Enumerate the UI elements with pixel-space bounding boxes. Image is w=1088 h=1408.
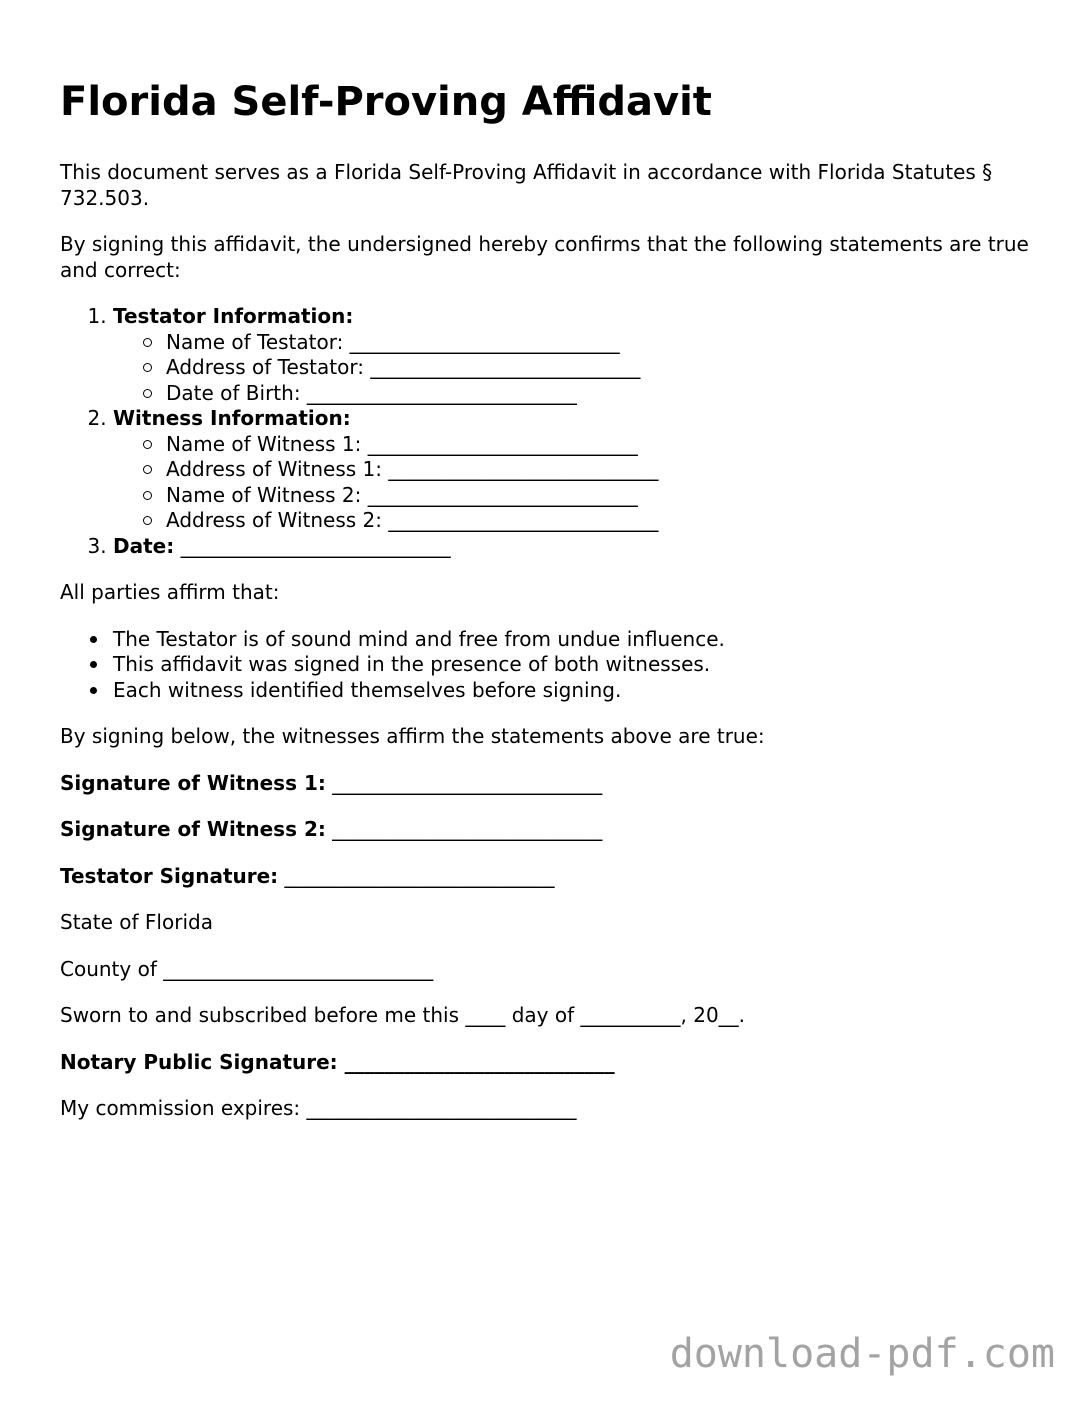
testator-address-field: Address of Testator: ___________________________	[143, 355, 1030, 381]
witness2-address-field: Address of Witness 2: ___________________________	[143, 508, 1030, 534]
date-heading: Date:	[113, 533, 175, 558]
affirmation-item: Each witness identified themselves before signing.	[113, 678, 1030, 704]
affirm-intro: All parties affirm that:	[60, 580, 280, 604]
testator-signature-blank: ___________________________	[278, 863, 555, 888]
witness-section	[113, 406, 1030, 534]
date-section	[113, 534, 1030, 560]
witness1-address-field: Address of Witness 1: ___________________________	[143, 457, 1030, 483]
testator-signature-line	[60, 864, 1030, 890]
information-list	[60, 304, 1030, 559]
witness-heading: Witness Information:	[113, 406, 351, 430]
confirm-paragraph: By signing this affidavit, the undersigned hereby confirms that the following statements are true and correct:	[60, 232, 1029, 282]
testator-dob-field: Date of Birth: ___________________________	[143, 381, 1030, 407]
witness1-signature-line	[60, 771, 1030, 797]
county-line: County of ___________________________	[60, 956, 434, 981]
date-blank: ___________________________	[174, 533, 451, 558]
witness-statement: By signing below, the witnesses affirm the statements above are true:	[60, 724, 765, 748]
affirmation-item: The Testator is of sound mind and free from undue influence.	[113, 627, 1030, 653]
document-title: Florida Self-Proving Affidavit	[60, 79, 712, 125]
witness1-signature-label: Signature of Witness 1:	[60, 770, 326, 795]
intro-paragraph: This document serves as a Florida Self-Proving Affidavit in accordance with Florida Statutes § 732.503.	[60, 160, 993, 210]
sworn-line: Sworn to and subscribed before me this ____ day of __________, 20__.	[60, 1003, 746, 1027]
commission-line: My commission expires: ___________________________	[60, 1096, 577, 1120]
affirmation-item: This affidavit was signed in the presence of both witnesses.	[113, 652, 1030, 678]
testator-fields	[113, 330, 1030, 407]
witness2-signature-line	[60, 817, 1030, 843]
document-page	[60, 78, 1030, 1143]
state-line: State of Florida	[60, 910, 213, 934]
testator-heading: Testator Information:	[113, 304, 354, 328]
witness2-signature-blank: ___________________________	[325, 817, 603, 841]
testator-name-field: Name of Testator: ___________________________	[143, 330, 1030, 356]
witness2-name-field: Name of Witness 2: ___________________________	[143, 483, 1030, 509]
affirmation-list	[60, 627, 1030, 704]
watermark-text: download-pdf.com	[669, 1331, 1055, 1377]
witness1-signature-blank: ___________________________	[325, 770, 603, 795]
witness2-signature-label: Signature of Witness 2:	[60, 817, 326, 841]
testator-section	[113, 304, 1030, 406]
witness-fields	[113, 432, 1030, 534]
witness1-name-field: Name of Witness 1: ___________________________	[143, 432, 1030, 458]
testator-signature-label: Testator Signature:	[60, 863, 279, 888]
notary-signature-line: Notary Public Signature: ___________________________	[60, 1049, 615, 1074]
